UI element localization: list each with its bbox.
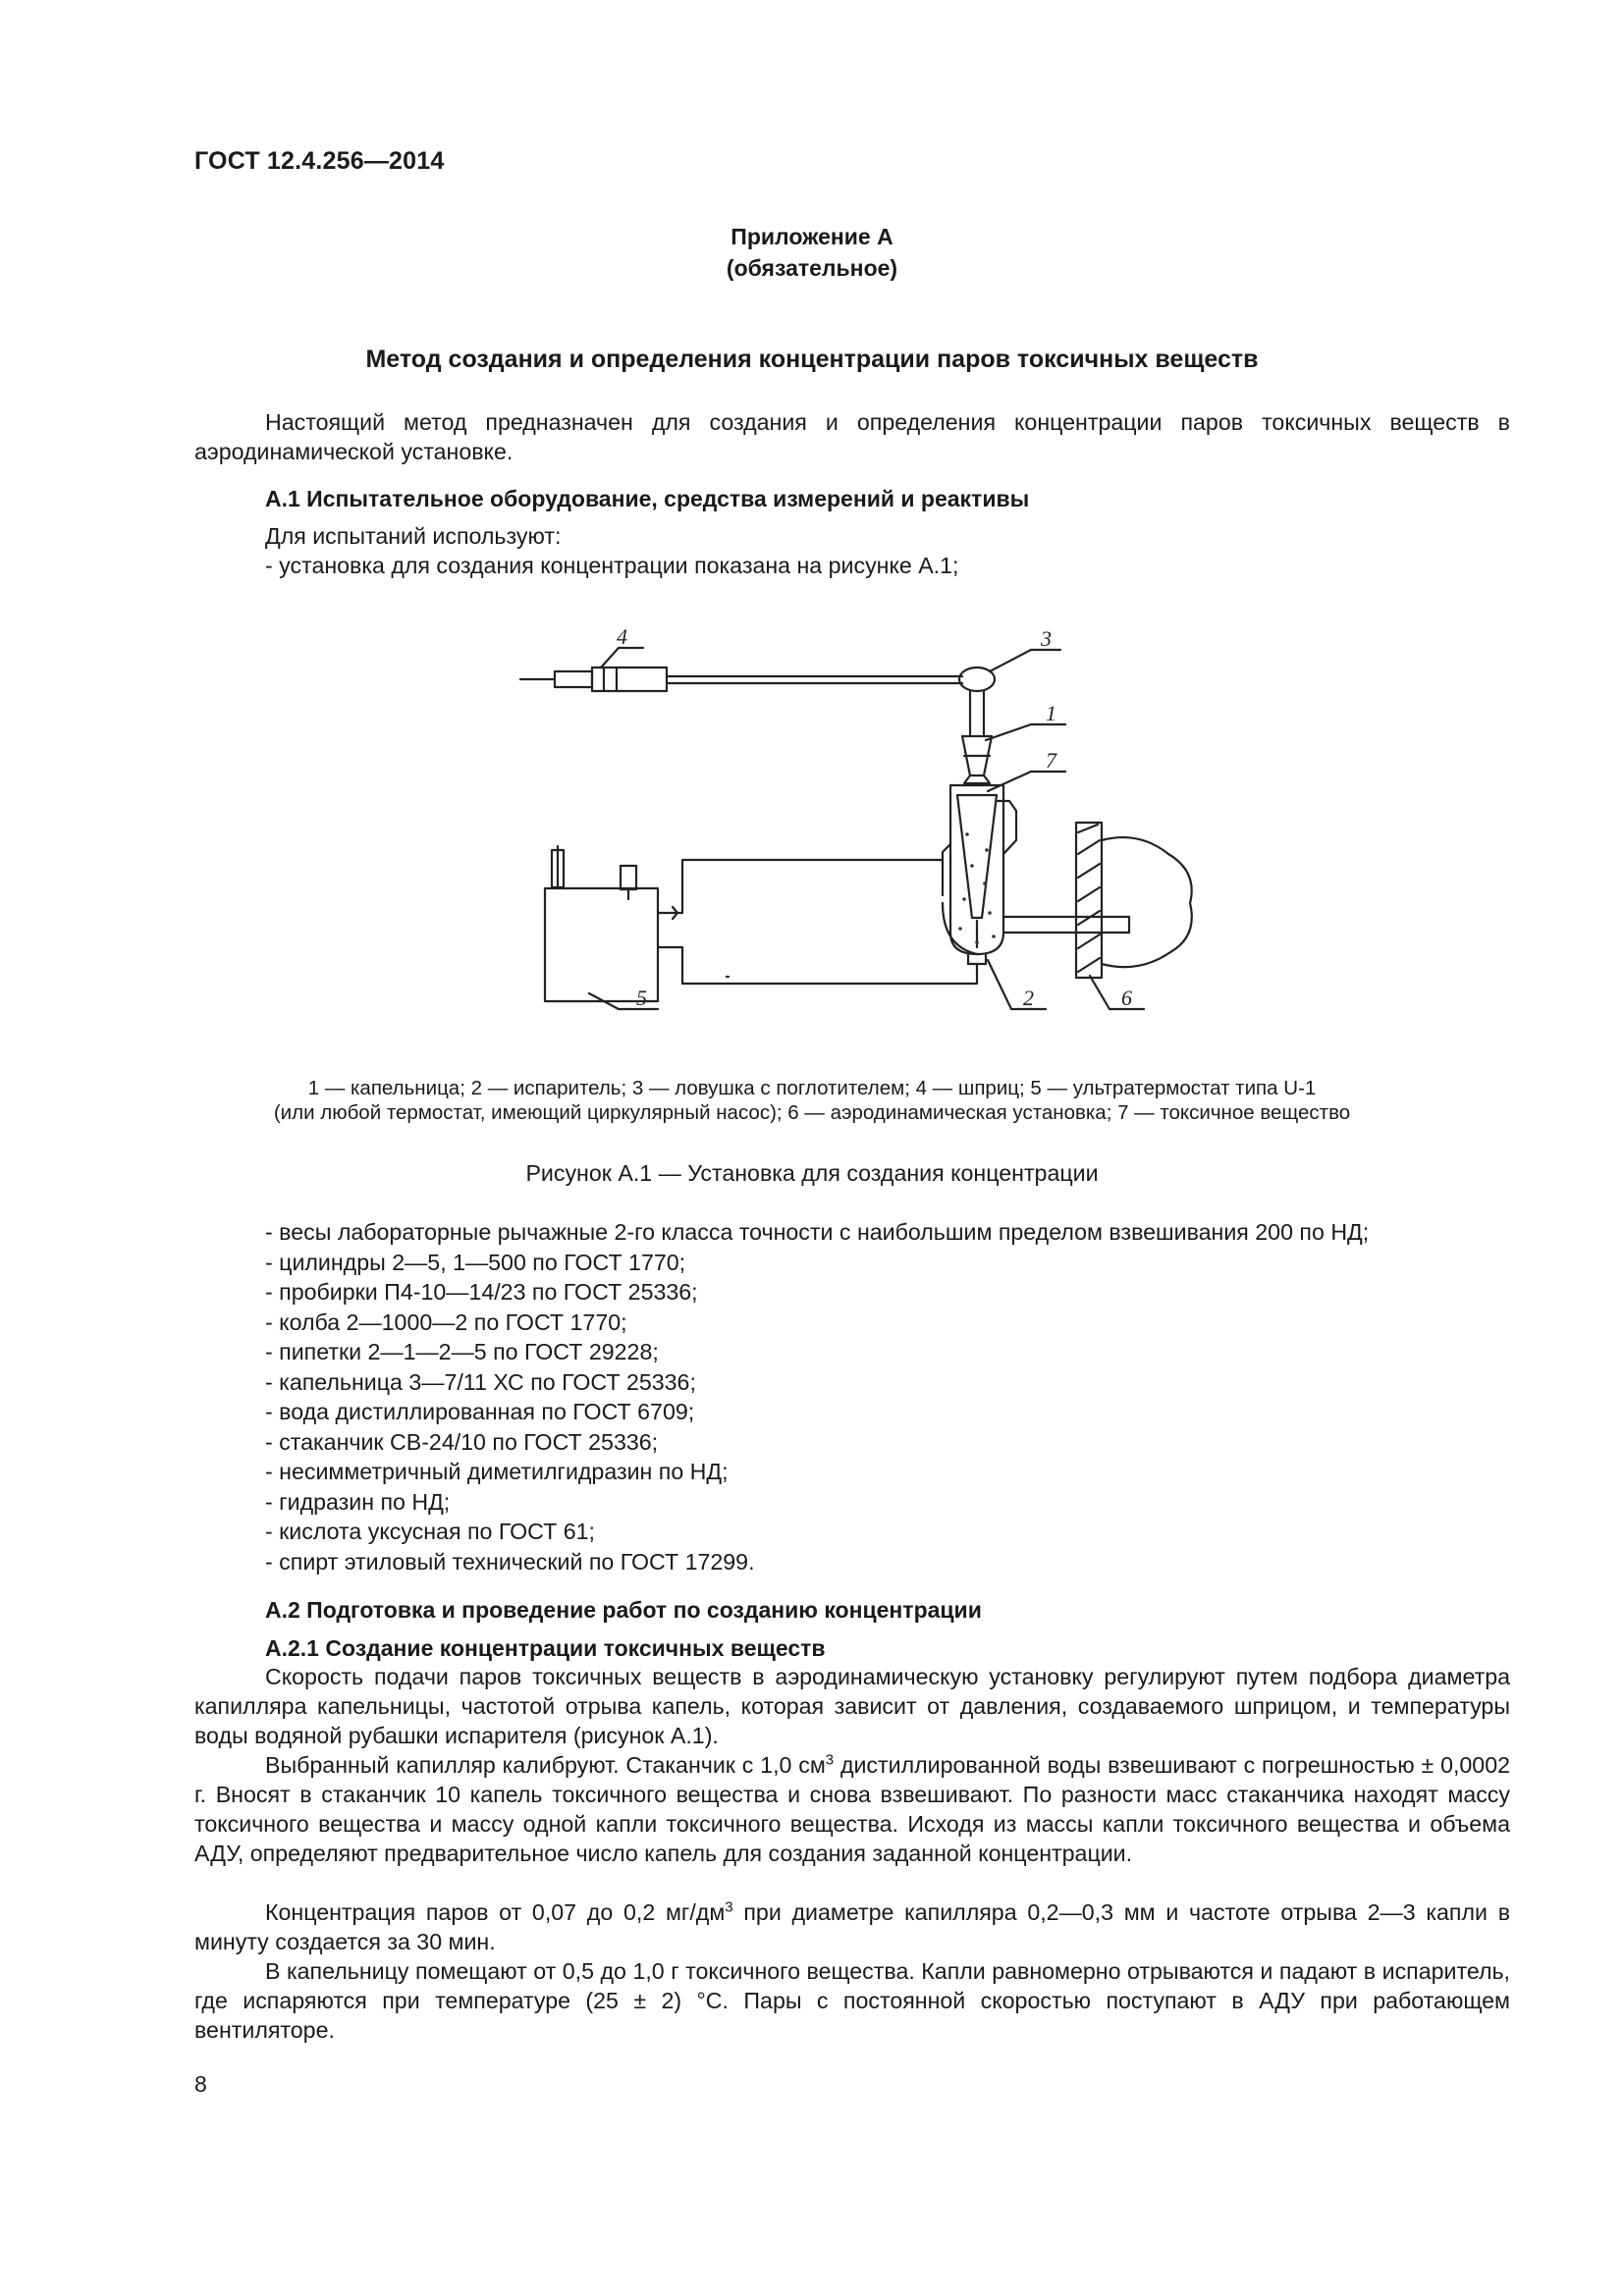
appendix-title: Приложение А	[731, 224, 893, 249]
syringe-part	[520, 667, 962, 691]
list-item: - стаканчик СВ-24/10 по ГОСТ 25336;	[265, 1428, 659, 1455]
thermostat-part	[545, 846, 677, 1001]
label-6: 6	[1121, 986, 1132, 1010]
list-item: - колба 2—1000—2 по ГОСТ 1770;	[265, 1308, 627, 1335]
paragraph-concentration: Концентрация паров от 0,07 до 0,2 $мг/дм^3$ при диаметре капилляра 0,2—0,3 мм и частоте отрыва 2—3 капли в минуту создается за 30 мин.	[194, 1898, 1511, 1954]
dropper-part	[962, 736, 992, 783]
list-item: - вода дистиллированная по ГОСТ 6709;	[265, 1399, 695, 1424]
list-item: - несимметричный диметилгидразин по НД;	[265, 1459, 729, 1484]
list-item: - спирт этиловый технический по ГОСТ 17299.	[265, 1548, 755, 1575]
figure-legend-line2: (или любой термостат, имеющий циркулярный насос); 6 — аэродинамическая установка; 7 — токсичное вещество	[273, 1101, 1351, 1124]
label-3: 3	[1041, 626, 1052, 651]
aerodynamic-installation-part	[1076, 823, 1192, 978]
list-item: - гидразин по НД;	[265, 1488, 451, 1515]
label-2: 2	[1023, 986, 1034, 1010]
section-a1-lead: Для испытаний используют:	[265, 523, 562, 549]
section-a1-title: А.1 Испытательное оборудование, средства измерений и реактивы	[265, 486, 1030, 511]
list-item: - пробирки П4-10—14/23 по ГОСТ 25336;	[265, 1279, 698, 1305]
document-code: ГОСТ 12.4.256—2014	[194, 147, 445, 175]
list-item: - кислота уксусная по ГОСТ 61;	[265, 1519, 595, 1544]
section-a2-title: А.2 Подготовка и проведение работ по созданию концентрации	[265, 1597, 982, 1623]
paragraph-procedure: В капельницу помещают от 0,5 до 1,0 г токсичного вещества. Капли равномерно отрываются и падают в испаритель, где испаряются при температуре (25 ± 2) °С. Пары с постоянной скоростью поступают в АДУ при работающем вентиляторе.	[194, 1958, 1510, 2043]
figure-caption: Рисунок А.1 — Установка для создания концентрации	[525, 1160, 1099, 1186]
figure-a1-diagram	[511, 609, 1198, 1031]
list-item: - цилиндры 2—5, 1—500 по ГОСТ 1770;	[265, 1249, 686, 1275]
section-a1-setup-item: - установка для создания концентрации показана на рисунке А.1;	[265, 553, 959, 578]
section-a21-title: А.2.1 Создание концентрации токсичных веществ	[265, 1635, 826, 1661]
label-1: 1	[1046, 701, 1056, 725]
list-item: - пипетки 2—1—2—5 по ГОСТ 29228;	[265, 1339, 659, 1364]
figure-legend-line1: 1 — капельница; 2 — испаритель; 3 — ловушка с поглотителем; 4 — шприц; 5 — ультратермостат типа U-1	[307, 1077, 1317, 1099]
paragraph-feed-rate: Скорость подачи паров токсичных веществ в аэродинамическую установку регулируют путем подбора диаметра капилляра капельницы, частотой отрыва капель, которая зависит от давления, создаваемого шприцом, и температуры воды водяной рубашки испарителя (рисунок А.1).	[194, 1664, 1510, 1748]
paragraph-calibration: Выбранный капилляр калибруют. Стаканчик с 1,0 $см^3$ дистиллированной воды взвешивают с погрешностью ± 0,0002 г. Вносят в стаканчик 10 капель токсичного вещества и снова взвешивают. По разности масс стаканчика находят массу токсичного вещества и массу одной капли токсичного вещества. Исходя из массы капли токсичного вещества и объема АДУ, определяют предварительное число капель для создания заданной концентрации.	[194, 1751, 1510, 1866]
label-7: 7	[1046, 748, 1056, 773]
method-title: Метод создания и определения концентрации паров токсичных веществ	[365, 346, 1259, 373]
list-item: - весы лабораторные рычажные 2-го класса точности с наибольшим пределом взвешивания 200 по НД;	[265, 1219, 1370, 1245]
equipment-list	[265, 1217, 1369, 1576]
intro-paragraph: Настоящий метод предназначен для создания и определения концентрации паров токсичных веществ в аэродинамической установке.	[194, 409, 1510, 464]
list-item: - капельница 3—7/11 ХС по ГОСТ 25336;	[265, 1368, 696, 1395]
label-5: 5	[636, 986, 647, 1010]
appendix-status: (обязательное)	[726, 255, 898, 281]
label-4: 4	[617, 624, 627, 649]
page-number: 8	[194, 2071, 207, 2097]
